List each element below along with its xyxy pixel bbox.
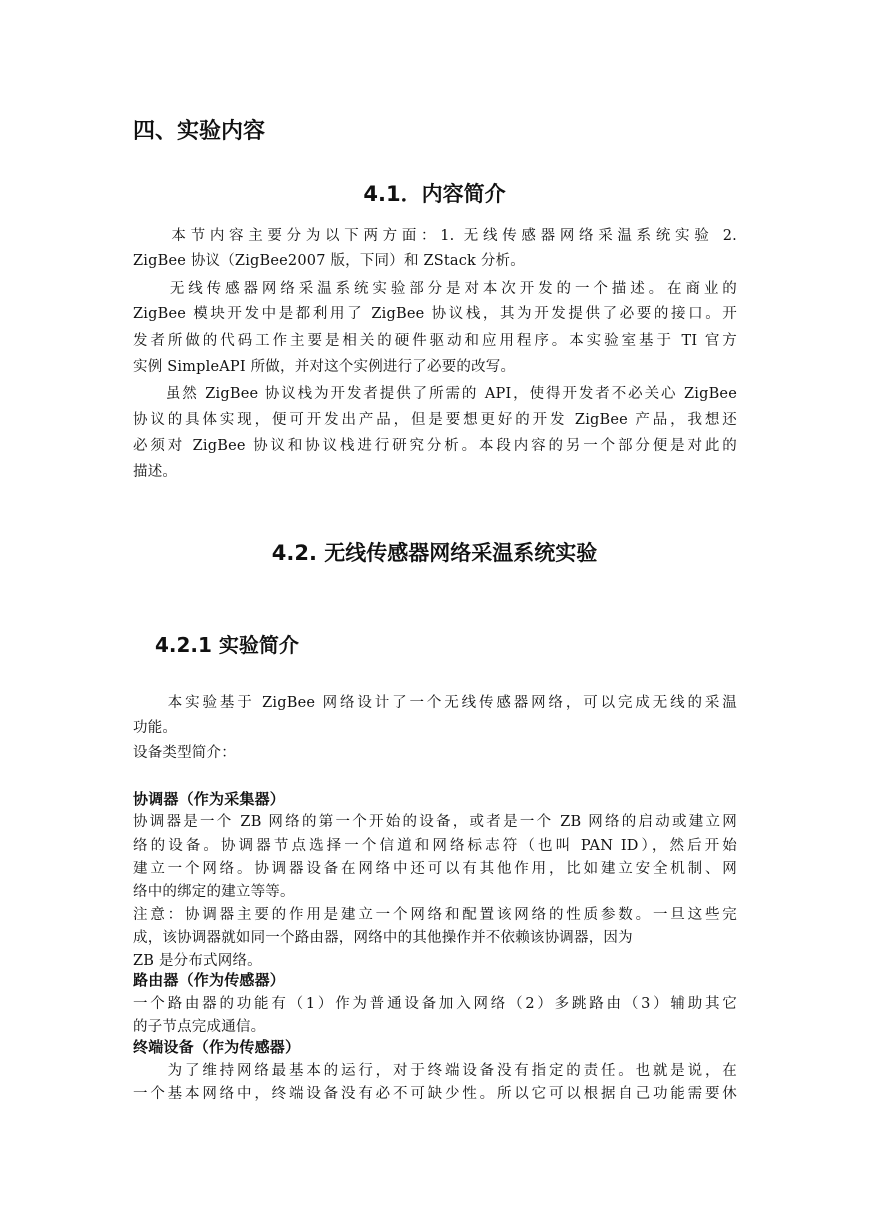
paragraph-line: 协议的具体实现，便可开发出产品，但是要想更好的开发 ZigBee 产品，我想还 xyxy=(133,412,737,428)
paragraph-line: 必须对 ZigBee 协议和协议栈进行研究分析。本段内容的另一个部分便是对此的 xyxy=(133,438,737,454)
paragraph-line: 一个基本网络中，终端设备没有必不可缺少性。所以它可以根据自己功能需要休 xyxy=(133,1086,737,1102)
paragraph-line: 成，该协调器就如同一个路由器，网络中的其他操作并不依赖该协调器，因为 xyxy=(133,930,633,946)
heading-wsn-temperature-experiment: 4.2. 无线传感器网络采温系统实验 xyxy=(271,541,598,565)
router-title: 路由器（作为传感器） xyxy=(133,971,286,989)
section-heading-experiment-content: 四、实验内容 xyxy=(133,119,266,144)
paragraph-line: ZigBee 协议（ZigBee2007 版，下同）和 ZStack 分析。 xyxy=(133,253,525,269)
paragraph-line: 无线传感器网络采温系统实验部分是对本次开发的一个描述。在商业的 xyxy=(133,281,737,297)
heading-experiment-intro: 4.2.1 实验简介 xyxy=(155,633,299,657)
paragraph-line: 建立一个网络。协调器设备在网络中还可以有其他作用，比如建立安全机制、网 xyxy=(133,861,737,877)
paragraph-line: 为了维持网络最基本的运行，对于终端设备没有指定的责任。也就是说，在 xyxy=(133,1063,737,1079)
paragraph-line: 协调器是一个 ZB 网络的第一个开始的设备，或者是一个 ZB 网络的启动或建立网 xyxy=(133,814,737,830)
paragraph-line: 实例 SimpleAPI 所做，并对这个实例进行了必要的改写。 xyxy=(133,359,516,375)
coordinator-title: 协调器（作为采集器） xyxy=(133,790,286,808)
paragraph-line: 描述。 xyxy=(133,464,178,480)
paragraph-line: 的子节点完成通信。 xyxy=(133,1019,266,1035)
paragraph-line: 本节内容主要分为以下两方面：1. 无线传感器网络采温系统实验 2. xyxy=(133,228,737,244)
paragraph-line: 络中的绑定的建立等等。 xyxy=(133,884,295,900)
end-device-title: 终端设备（作为传感器） xyxy=(133,1038,301,1056)
paragraph-line: 虽然 ZigBee 协议栈为开发者提供了所需的 API，使得开发者不必关心 ZigBee xyxy=(133,386,737,402)
paragraph-line: ZigBee 模块开发中是都利用了 ZigBee 协议栈，其为开发提供了必要的接口。开 xyxy=(133,306,737,322)
heading-content-overview: 4.1．内容简介 xyxy=(363,182,506,206)
paragraph-line: 设备类型简介： xyxy=(133,745,236,761)
paragraph-line: ZB 是分布式网络。 xyxy=(133,953,262,969)
paragraph-line: 本实验基于 ZigBee 网络设计了一个无线传感器网络，可以完成无线的采温 xyxy=(133,695,737,711)
paragraph-line: 一个路由器的功能有（1）作为普通设备加入网络（2）多跳路由（3）辅助其它 xyxy=(133,996,737,1012)
paragraph-line: 发者所做的代码工作主要是相关的硬件驱动和应用程序。本实验室基于 TI 官方 xyxy=(133,333,737,349)
paragraph-line: 功能。 xyxy=(133,720,178,736)
paragraph-line: 注意：协调器主要的作用是建立一个网络和配置该网络的性质参数。一旦这些完 xyxy=(133,907,737,923)
paragraph-line: 络的设备。协调器节点选择一个信道和网络标志符（也叫 PAN ID），然后开始 xyxy=(133,838,737,854)
